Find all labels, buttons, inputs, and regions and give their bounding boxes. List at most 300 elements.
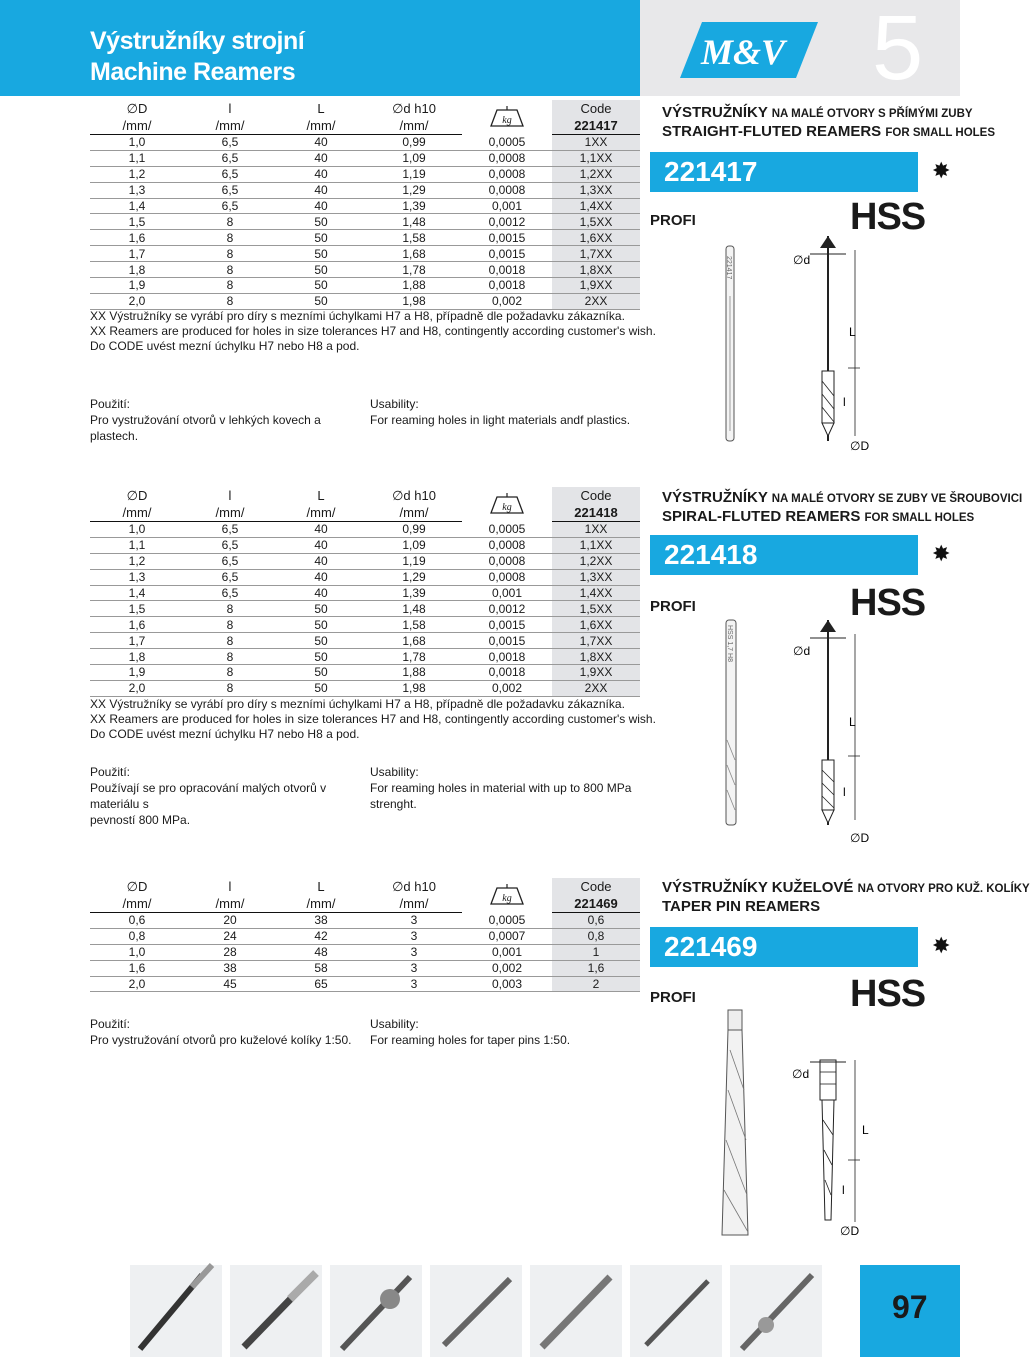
table-cell: 40 [276,166,366,182]
table-cell: 50 [276,293,366,309]
table-cell: 6,5 [184,537,276,553]
table-row [90,182,640,198]
usage-label-en: Usability: [370,765,419,779]
table-cell: 0,0008 [462,569,552,585]
table-cell: 1,8XX [552,262,640,278]
table-cell: 40 [276,182,366,198]
table-cell: 1,0 [90,135,184,151]
table-cell: 0,0012 [462,601,552,617]
table-cell: 1,19 [366,553,462,569]
table-cell: 1,2XX [552,553,640,569]
dim-L-label: L [849,325,856,339]
table-cell: 8 [184,680,276,696]
table-cell: 6,5 [184,150,276,166]
table-row [90,135,640,151]
unit-label: /mm/ [276,895,366,913]
table-cell: 1,48 [366,601,462,617]
spec-table-221418 [90,487,640,697]
table-cell: 0,0005 [462,135,552,151]
section-title-221418 [662,489,1023,527]
table-cell: 38 [276,913,366,929]
table-cell: 1,3XX [552,569,640,585]
table-cell: 1,29 [366,182,462,198]
table-cell: 40 [276,522,366,538]
col-header-L: L [317,101,325,116]
table-cell: 0,001 [462,198,552,214]
table-cell: 0,0008 [462,182,552,198]
table-cell: 50 [276,633,366,649]
col-header-code: Code [552,878,640,895]
section-title-221469 [662,879,1030,915]
star-symbol-icon: ✸ [932,541,951,566]
table-cell: 6,5 [184,569,276,585]
product-code-header: 221469 [552,895,640,913]
table-cell: 0,002 [462,960,552,976]
table-cell: 6,5 [184,198,276,214]
table-cell: 8 [184,617,276,633]
table-cell: 6,5 [184,585,276,601]
unit-label: /mm/ [184,895,276,913]
table-cell: 0,0015 [462,617,552,633]
table-row [90,960,640,976]
dim-L-label: L [862,1123,869,1137]
table-cell: 1,68 [366,246,462,262]
table-cell: 1,1XX [552,150,640,166]
unit-label: /mm/ [276,504,366,522]
table-cell: 0,0005 [462,913,552,929]
table-cell: 1,9XX [552,665,640,681]
table-cell: 50 [276,649,366,665]
col-header-l: l [228,488,232,503]
table-cell: 50 [276,617,366,633]
table-cell: 1,6XX [552,617,640,633]
table-row [90,585,640,601]
table-cell: 0,99 [366,135,462,151]
table-cell: 1 [552,944,640,960]
table-cell: 1,98 [366,293,462,309]
table-row [90,246,640,262]
product-thumbnail-countersink [330,1265,422,1357]
table-cell: 1,7XX [552,246,640,262]
table-cell: 1,19 [366,166,462,182]
table-row [90,617,640,633]
table-cell: 24 [184,928,276,944]
usage-text-cz: Pro vystružování otvorů v lehkých kovech a plastech. [90,413,321,443]
table-row [90,928,640,944]
table-cell: 1,5XX [552,601,640,617]
table-cell: 2,0 [90,680,184,696]
dim-L-label: L [849,715,856,729]
table-cell: 1,1 [90,537,184,553]
spec-table-221469 [90,878,640,992]
table-row [90,680,640,696]
table-cell: 0,0018 [462,665,552,681]
product-code-bar [650,535,918,575]
table-cell: 1XX [552,135,640,151]
page-title-en: Machine Reamers [90,58,296,86]
title-small: NA MALÉ OTVORY S PŘÍMÝMI ZUBY [771,108,973,120]
chapter-number: 5 [872,0,924,99]
col-header-L: L [317,879,325,894]
table-cell: 1,09 [366,537,462,553]
table-cell: 1,4XX [552,198,640,214]
table-cell: 1,88 [366,665,462,681]
table-cell: 8 [184,633,276,649]
col-header-weight [462,878,552,913]
table-cell: 42 [276,928,366,944]
product-thumbnail-taper-reamer [630,1265,722,1357]
usage-en-221469 [370,1016,640,1048]
svg-text:kg: kg [502,893,512,905]
table-row [90,198,640,214]
usage-en-221418 [370,764,640,812]
col-header-weight [462,100,552,135]
title-bold: VÝSTRUŽNÍKY [662,104,768,121]
table-cell: 1,48 [366,214,462,230]
usage-cz-221469 [90,1016,360,1048]
table-cell: 8 [184,246,276,262]
note-line: XX Výstružníky se vyrábí pro díry s mezními úchylkami H7 a H8, případně dle požadavku zákazníka. [90,697,625,711]
dim-D-label: ∅D [850,439,870,453]
table-cell: 1,09 [366,150,462,166]
table-cell: 0,002 [462,680,552,696]
col-header-dh10: ∅d h10 [392,100,436,116]
table-cell: 6,5 [184,522,276,538]
table-cell: 1,9 [90,278,184,294]
table-cell: 1,3 [90,182,184,198]
table-cell: 0,0018 [462,262,552,278]
table-cell: 65 [276,976,366,992]
table-cell: 0,0012 [462,214,552,230]
table-cell: 0,0015 [462,246,552,262]
page-title [90,26,304,88]
table-row [90,913,640,929]
table-cell: 8 [184,293,276,309]
usage-label-cz: Použití: [90,1017,131,1031]
table-cell: 1,7 [90,246,184,262]
table-cell: 50 [276,246,366,262]
table-cell: 3 [366,928,462,944]
table-cell: 0,99 [366,522,462,538]
table-cell: 1,6 [90,617,184,633]
usage-text-en: For reaming holes for taper pins 1:50. [370,1033,571,1047]
table-cell: 8 [184,278,276,294]
table-cell: 3 [366,960,462,976]
col-header-l: l [228,101,232,116]
table-cell: 0,001 [462,944,552,960]
table-row [90,649,640,665]
col-header-code: Code [552,487,640,504]
table-row [90,665,640,681]
unit-label: /mm/ [366,895,462,913]
dim-D-label: ∅D [850,831,870,845]
table-cell: 1,6 [90,230,184,246]
material-label: HSS [850,973,926,1015]
unit-label: /mm/ [90,117,184,135]
reamer-drawing-221417 [700,236,900,456]
weight-scale-icon [487,491,527,517]
unit-label: /mm/ [90,895,184,913]
product-thumbnail-machine-reamer [530,1265,622,1357]
weight-scale-icon [487,882,527,908]
dim-d-label: ∅d [793,253,811,267]
usage-cz-221418 [90,764,360,828]
table-cell: 1,6 [552,960,640,976]
table-cell: 1,9XX [552,278,640,294]
table-row [90,214,640,230]
product-code: 221469 [664,931,758,962]
table-cell: 1,4 [90,198,184,214]
table-cell: 8 [184,601,276,617]
unit-label: /mm/ [366,504,462,522]
usage-text-cz: Pro vystružování otvorů pro kuželové kolíky 1:50. [90,1033,352,1047]
table-cell: 50 [276,214,366,230]
reamer-drawing-221418 [700,620,900,846]
weight-scale-icon [487,104,527,130]
table-cell: 58 [276,960,366,976]
table-cell: 40 [276,135,366,151]
product-code-header: 221417 [552,117,640,135]
table-cell: 50 [276,262,366,278]
dim-l-label: l [843,785,846,799]
table-row [90,262,640,278]
dim-l-label: l [843,395,846,409]
usage-text-cz: pevností 800 MPa. [90,813,191,827]
usage-text-cz: Používají se pro opracování malých otvorů v materiálu s [90,781,327,811]
col-header-dh10: ∅d h10 [392,487,436,503]
table-cell: 1,3 [90,569,184,585]
note-line: XX Reamers are produced for holes in size tolerances H7 and H8, contingently according customer's wish. [90,712,656,726]
table-cell: 50 [276,278,366,294]
table-cell: 0,0007 [462,928,552,944]
table-cell: 50 [276,230,366,246]
table-cell: 6,5 [184,135,276,151]
col-header-dh10: ∅d h10 [392,878,436,894]
table-cell: 1,39 [366,585,462,601]
table-cell: 1,58 [366,617,462,633]
product-code-header: 221418 [552,504,640,522]
table-cell: 1,6XX [552,230,640,246]
table-cell: 0,002 [462,293,552,309]
table-cell: 8 [184,262,276,278]
col-header-l: l [228,879,232,894]
table-cell: 1,1 [90,150,184,166]
dim-d-label: ∅d [793,644,811,658]
col-header-weight [462,487,552,522]
product-thumbnail-drill [130,1265,222,1357]
table-row [90,150,640,166]
product-code-bar [650,927,918,967]
subtitle-small: FOR SMALL HOLES [885,127,996,139]
col-header-L: L [317,488,325,503]
table-cell: 1XX [552,522,640,538]
product-thumbnail-reamer [430,1265,522,1357]
star-symbol-icon: ✸ [932,933,951,958]
table-cell: 1,2 [90,553,184,569]
table-cell: 0,0005 [462,522,552,538]
table-cell: 1,8 [90,649,184,665]
table-cell: 0,0015 [462,633,552,649]
table-cell: 50 [276,680,366,696]
star-symbol-icon: ✸ [932,158,951,183]
product-code: 221418 [664,539,758,570]
subtitle-bold: TAPER PIN REAMERS [662,898,821,915]
notes-221417 [90,309,656,354]
profi-label: PROFI [650,598,696,615]
brand-logo [680,22,818,78]
table-cell: 0,0018 [462,278,552,294]
table-cell: 3 [366,913,462,929]
table-cell: 2XX [552,680,640,696]
table-cell: 1,5XX [552,214,640,230]
table-row [90,293,640,309]
material-label: HSS [850,582,926,624]
note-line: XX Reamers are produced for holes in size tolerances H7 and H8, contingently according customer's wish. [90,324,656,338]
table-cell: 0,001 [462,585,552,601]
table-cell: 1,58 [366,230,462,246]
table-cell: 0,0008 [462,150,552,166]
page-number: 97 [892,1289,928,1325]
col-header-d: ∅D [126,100,148,116]
table-cell: 1,7 [90,633,184,649]
usage-text-en: For reaming holes in material with up to 800 MPa strenght. [370,781,632,811]
table-cell: 0,6 [90,913,184,929]
table-row [90,278,640,294]
page-title-cz: Výstružníky strojní [90,27,305,55]
table-cell: 2XX [552,293,640,309]
table-cell: 20 [184,913,276,929]
table-cell: 1,29 [366,569,462,585]
subtitle-small: FOR SMALL HOLES [864,512,975,524]
shank-marking: 221417 [725,256,732,280]
table-cell: 1,98 [366,680,462,696]
product-code-bar [650,152,918,192]
product-thumbnail-shell-reamer [730,1265,822,1357]
title-bold: VÝSTRUŽNÍKY KUŽELOVÉ [662,879,854,896]
table-cell: 6,5 [184,553,276,569]
note-line: XX Výstružníky se vyrábí pro díry s mezními úchylkami H7 a H8, případně dle požadavku zákazníka. [90,309,625,323]
table-cell: 1,4XX [552,585,640,601]
usage-label-en: Usability: [370,1017,419,1031]
unit-label: /mm/ [276,117,366,135]
table-cell: 1,9 [90,665,184,681]
col-header-d: ∅D [126,878,148,894]
table-row [90,569,640,585]
usage-label-en: Usability: [370,397,419,411]
brand-logo-text: M&V [700,32,786,72]
profi-label: PROFI [650,989,696,1006]
reamer-drawing-221469 [700,1010,900,1240]
usage-cz-221417 [90,396,350,444]
table-cell: 0,0015 [462,230,552,246]
title-small: NA OTVORY PRO KUŽ. KOLÍKY [857,883,1030,895]
table-cell: 8 [184,230,276,246]
table-cell: 0,0018 [462,649,552,665]
table-cell: 1,7XX [552,633,640,649]
profi-label: PROFI [650,212,696,229]
table-cell: 1,1XX [552,537,640,553]
table-cell: 6,5 [184,182,276,198]
table-cell: 1,0 [90,944,184,960]
table-cell: 45 [184,976,276,992]
table-cell: 0,6 [552,913,640,929]
table-cell: 2,0 [90,976,184,992]
col-header-code: Code [552,100,640,117]
dim-d-label: ∅d [792,1067,810,1081]
table-cell: 2 [552,976,640,992]
usage-label-cz: Použití: [90,765,131,779]
table-row [90,944,640,960]
table-cell: 8 [184,665,276,681]
table-cell: 40 [276,553,366,569]
table-cell: 1,88 [366,278,462,294]
table-row [90,166,640,182]
table-cell: 1,68 [366,633,462,649]
table-cell: 1,39 [366,198,462,214]
usage-en-221417 [370,396,640,428]
table-cell: 1,0 [90,522,184,538]
unit-label: /mm/ [366,117,462,135]
table-cell: 50 [276,601,366,617]
page-number-box [860,1265,960,1357]
table-cell: 0,0008 [462,166,552,182]
table-cell: 1,6 [90,960,184,976]
table-row [90,601,640,617]
table-row [90,553,640,569]
table-cell: 1,8XX [552,649,640,665]
spec-table-221417 [90,100,640,310]
table-cell: 1,78 [366,262,462,278]
table-cell: 40 [276,537,366,553]
table-row [90,522,640,538]
table-cell: 40 [276,150,366,166]
product-code: 221417 [664,156,758,187]
table-cell: 1,3XX [552,182,640,198]
table-cell: 3 [366,944,462,960]
usage-label-cz: Použití: [90,397,131,411]
product-thumbnail-step-drill [230,1265,322,1357]
col-header-d: ∅D [126,487,148,503]
table-cell: 3 [366,976,462,992]
table-row [90,537,640,553]
unit-label: /mm/ [90,504,184,522]
table-cell: 50 [276,665,366,681]
table-cell: 38 [184,960,276,976]
svg-text:kg: kg [502,115,512,127]
table-cell: 1,78 [366,649,462,665]
shank-marking: HSS 1,7 H8 [726,625,733,662]
table-cell: 28 [184,944,276,960]
table-cell: 6,5 [184,166,276,182]
svg-text:kg: kg [502,502,512,514]
table-cell: 2,0 [90,293,184,309]
table-row [90,633,640,649]
table-cell: 1,5 [90,601,184,617]
table-row [90,976,640,992]
dim-D-label: ∅D [840,1224,860,1238]
usage-text-en: For reaming holes in light materials andf plastics. [370,413,631,427]
table-cell: 48 [276,944,366,960]
table-cell: 0,003 [462,976,552,992]
table-cell: 0,0008 [462,553,552,569]
table-cell: 1,4 [90,585,184,601]
title-small: NA MALÉ OTVORY SE ZUBY VE ŠROUBOVICI [771,493,1023,505]
note-line: Do CODE uvést mezní úchylku H7 nebo H8 a pod. [90,339,360,353]
unit-label: /mm/ [184,117,276,135]
subtitle-bold: STRAIGHT-FLUTED REAMERS [662,123,882,140]
table-cell: 1,5 [90,214,184,230]
table-cell: 40 [276,585,366,601]
